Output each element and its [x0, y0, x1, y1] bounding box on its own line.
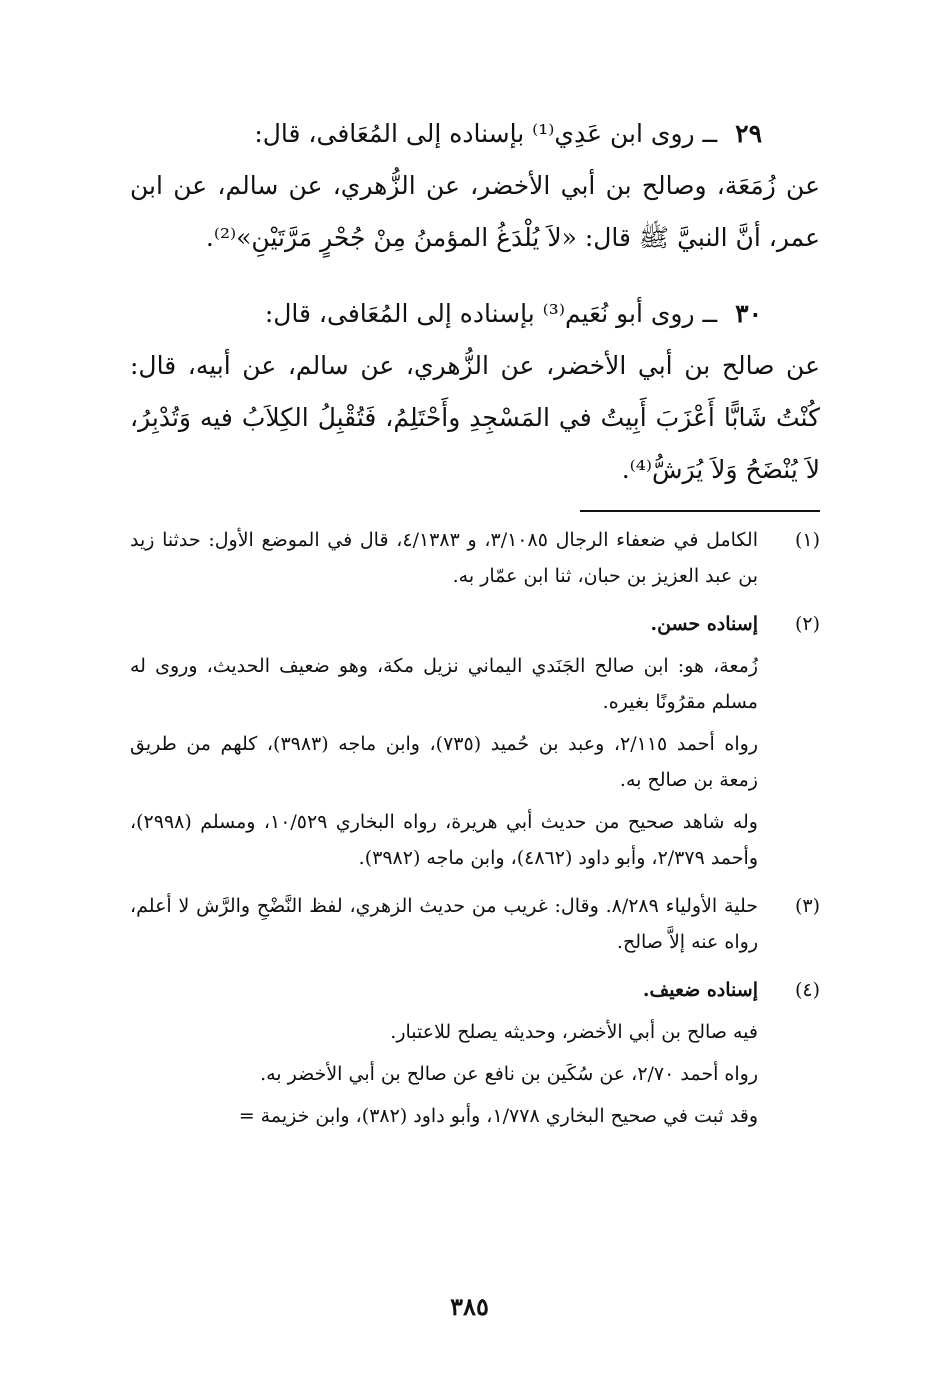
- entry-number: ٣٠: [735, 299, 762, 328]
- entry-intro: [130, 108, 820, 160]
- footnote-marker: (٣): [794, 895, 820, 917]
- footnote-body: [130, 606, 758, 882]
- footnote-paragraph: الكامل في ضعفاء الرجال ٣/١٠٨٥، و ٤/١٣٨٣، قال في الموضع الأول: حدثنا زيد بن عبد العزيز بن حبان، ثنا ابن عمّار به.: [130, 529, 758, 587]
- hadith-entry-30: [130, 288, 820, 496]
- footnote-marker: (١): [794, 529, 820, 551]
- footnote-paragraph: رواه أحمد ٢/١١٥، وعبد بن حُميد (٧٣٥)، وابن ماجه (٣٩٨٣)، كلهم من طريق زمعة بن صالح به.: [130, 733, 758, 791]
- footnote-divider: [580, 510, 820, 512]
- hadith-entry-29: [130, 108, 820, 264]
- footnote-paragraph: زُمعة، هو: ابن صالح الجَنَدي اليماني نزيل مكة، وهو ضعيف الحديث، وروى له مسلم مقرُونًا بغيره.: [130, 655, 758, 713]
- footnote-paragraph: وله شاهد صحيح من حديث أبي هريرة، رواه البخاري ١٠/٥٢٩، ومسلم (٢٩٩٨)، وأحمد ٢/٣٧٩، وأبو داود (٤٨٦٢)، وابن ماجه (٣٩٨٢).: [130, 811, 758, 869]
- entry-body: عن صالح بن أبي الأخضر، عن الزُّهري، عن سالم، عن أبيه، قال: كُنْتُ شَابًّا أَعْزَبَ أَبِيتُ في المَسْجِدِ وأَحْتَلِمُ، فَتُقْبِلُ الكِلاَبُ فيه وَتُدْبِرُ، لاَ يُنْضَحُ وَلاَ يُرَشُّ⁽⁴⁾.: [130, 351, 820, 484]
- page-content: [130, 108, 820, 1146]
- footnote-2: [130, 606, 820, 882]
- page-number: ٣٨٥: [450, 1292, 489, 1321]
- main-text: [130, 108, 820, 496]
- footnote-paragraph: إسناده ضعيف.: [642, 979, 758, 1001]
- footnote-1: [130, 522, 820, 600]
- footnote-marker: (٤): [794, 979, 820, 1001]
- footnote-body: [130, 522, 758, 600]
- footnote-paragraph: رواه أحمد ٢/٧٠، عن سُكَين بن نافع عن صالح بن أبي الأخضر به.: [260, 1063, 758, 1085]
- footnote-paragraph: حلية الأولياء ٨/٢٨٩. وقال: غريب من حديث الزهري، لفظ النَّضْحِ والرَّش لا أعلم، رواه عنه إلاَّ صالح.: [130, 895, 758, 953]
- entry-intro-text: ــ روى أبو نُعَيم⁽³⁾ بإسناده إلى المُعَافى، قال:: [264, 299, 718, 328]
- footnote-body: [130, 888, 758, 966]
- entry-number: ٢٩: [735, 119, 762, 148]
- footnotes: [130, 522, 820, 1140]
- footnote-paragraph: إسناده حسن.: [650, 613, 758, 635]
- entry-intro: [130, 288, 820, 340]
- footnote-paragraph: وقد ثبت في صحيح البخاري ١/٧٧٨، وأبو داود (٣٨٢)، وابن خزيمة =: [238, 1105, 758, 1127]
- footnote-paragraph: فيه صالح بن أبي الأخضر، وحديثه يصلح للاعتبار.: [390, 1021, 758, 1043]
- footnote-marker: (٢): [794, 613, 820, 635]
- footnote-3: [130, 888, 820, 966]
- footnote-body: [130, 972, 758, 1140]
- entry-body: عن زُمَعَة، وصالح بن أبي الأخضر، عن الزُّهري، عن سالم، عن ابن عمر، أنَّ النبيَّ ﷺ قال: «لاَ يُلْدَغُ المؤمنُ مِنْ جُحْرٍ مَرَّتَيْنِ»⁽²⁾.: [130, 171, 820, 252]
- footnote-4: [130, 972, 820, 1140]
- entry-intro-text: ــ روى ابن عَدِي⁽¹⁾ بإسناده إلى المُعَافى، قال:: [254, 119, 718, 148]
